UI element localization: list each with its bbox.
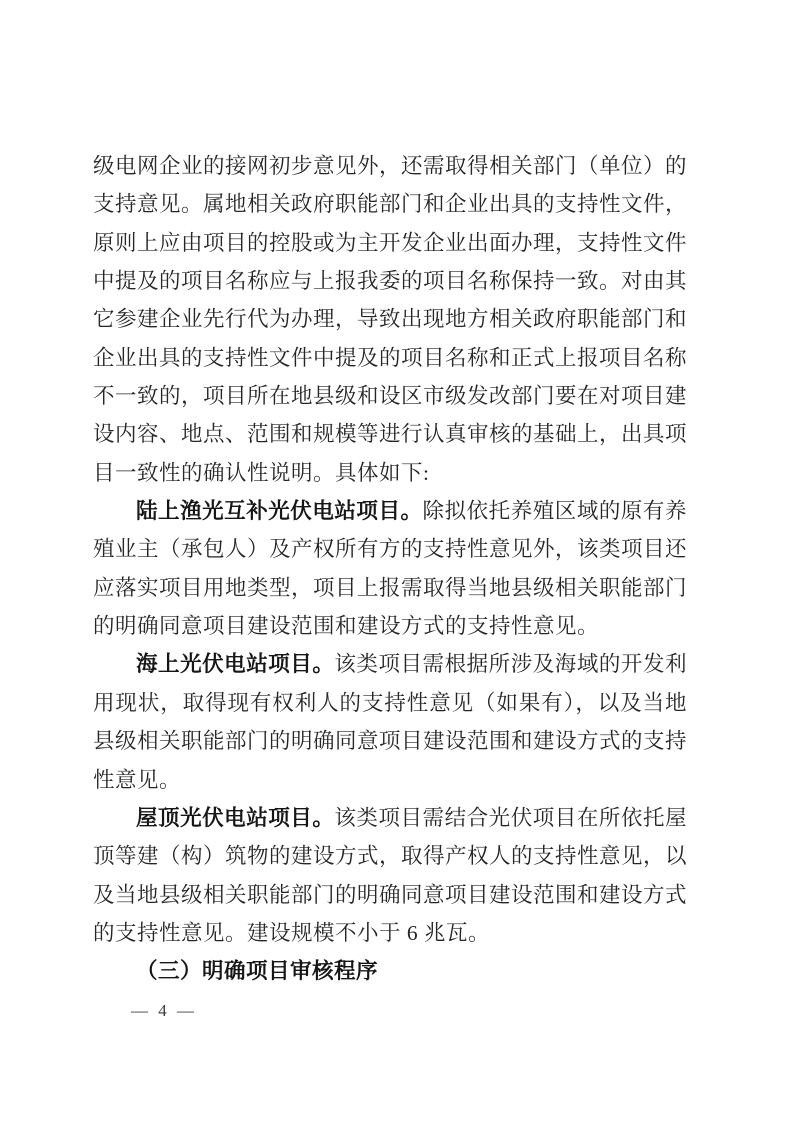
bold-text-run: 屋顶光伏电站项目。 [136, 805, 335, 830]
text-run: 设内容、地点、范围和规模等进行认真审核的基础上，出具项 [93, 422, 687, 447]
text-run: 该类项目需根据所涉及海域的开发利 [334, 652, 687, 677]
text-line [93, 684, 687, 722]
text-line [93, 262, 687, 300]
text-line [93, 722, 687, 760]
text-line [93, 185, 687, 223]
text-line [93, 224, 687, 262]
text-line [93, 607, 687, 645]
paragraph-intro-continuation [93, 147, 687, 492]
bold-text-run: 陆上渔光互补光伏电站项目。 [136, 499, 423, 524]
paragraph-rooftop-solar [93, 799, 687, 952]
text-line [93, 377, 687, 415]
document-body [93, 147, 687, 991]
text-line [93, 645, 687, 683]
text-run: 县级相关职能部门的明确同意项目建设范围和建设方式的支持 [93, 729, 687, 754]
text-line [93, 147, 687, 185]
text-run: 支持意见。属地相关政府职能部门和企业出具的支持性文件， [93, 192, 687, 217]
text-line [93, 569, 687, 607]
text-line [93, 914, 687, 952]
text-run: 它参建企业先行代为办理，导致出现地方相关政府职能部门和 [93, 307, 687, 332]
bold-text-run: （三）明确项目审核程序 [136, 959, 379, 984]
text-line [93, 339, 687, 377]
text-run: 目一致性的确认性说明。具体如下: [93, 460, 430, 485]
text-run: 级电网企业的接网初步意见外，还需取得相关部门（单位）的 [93, 154, 687, 178]
text-run: 的支持性意见。建设规模不小于 6 兆瓦。 [93, 920, 491, 945]
text-line [93, 530, 687, 568]
text-line [93, 837, 687, 875]
text-run: 应落实项目用地类型，项目上报需取得当地县级相关职能部门 [93, 575, 687, 600]
text-line [93, 415, 687, 453]
page-number: — 4 — [131, 1001, 197, 1020]
text-run: 顶等建（构）筑物的建设方式，取得产权人的支持性意见，以 [93, 844, 687, 869]
text-line [93, 799, 687, 837]
bold-text-run: 海上光伏电站项目。 [136, 652, 335, 677]
text-line [93, 952, 687, 990]
heading-section-three [93, 952, 687, 990]
text-run: 及当地县级相关职能部门的明确同意项目建设范围和建设方式 [93, 882, 687, 907]
text-run: 中提及的项目名称应与上报我委的项目名称保持一致。对由其 [93, 269, 687, 294]
text-run: 殖业主（承包人）及产权所有方的支持性意见外，该类项目还 [93, 537, 687, 562]
text-line [93, 876, 687, 914]
text-line [93, 300, 687, 338]
text-run: 不一致的，项目所在地县级和设区市级发改部门要在对项目建 [93, 384, 687, 409]
text-run: 企业出具的支持性文件中提及的项目名称和正式上报项目名称 [93, 345, 687, 370]
paragraph-onshore-fishery-solar [93, 492, 687, 645]
text-run: 性意见。 [93, 767, 182, 792]
text-line [93, 492, 687, 530]
text-line [93, 454, 687, 492]
text-run: 该类项目需结合光伏项目在所依托屋 [334, 805, 687, 830]
text-line [93, 761, 687, 799]
text-run: 原则上应由项目的控股或为主开发企业出面办理，支持性文件 [93, 230, 687, 255]
paragraph-offshore-solar [93, 645, 687, 798]
text-run: 用现状，取得现有权利人的支持性意见（如果有），以及当地 [93, 690, 687, 715]
text-run: 除拟依托养殖区域的原有养 [422, 499, 687, 524]
text-run: 的明确同意项目建设范围和建设方式的支持性意见。 [93, 614, 600, 639]
